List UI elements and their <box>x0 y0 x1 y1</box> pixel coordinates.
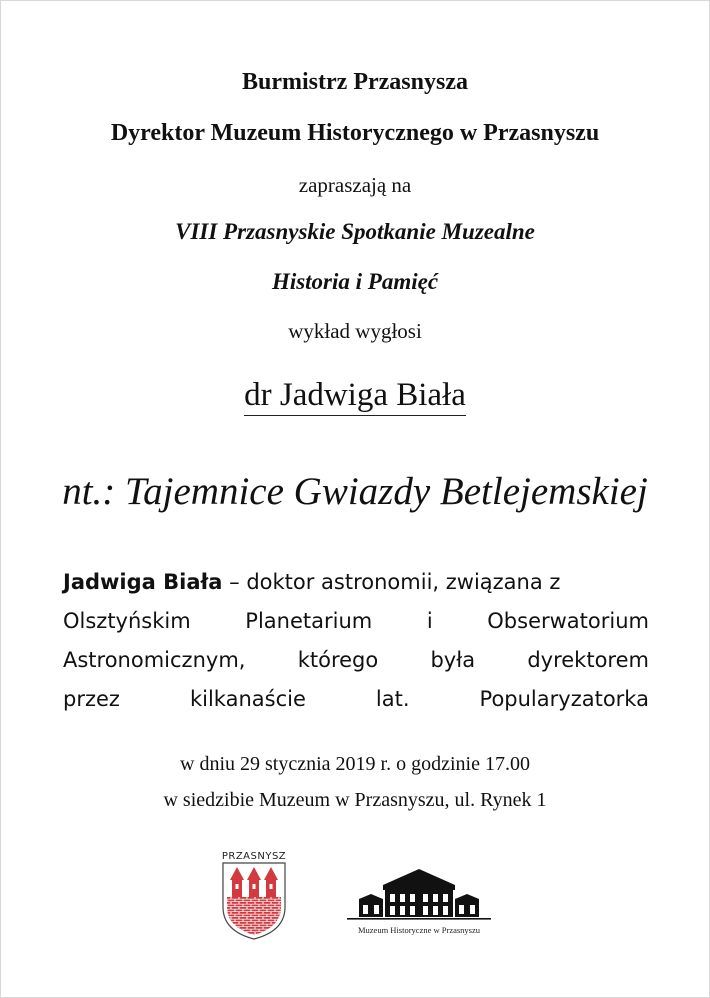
bio-word: była <box>430 648 476 672</box>
bio-word: Obserwatorium <box>487 609 649 633</box>
bio-word: przez <box>63 687 120 711</box>
event-place: w siedzibie Muzeum w Przasnyszu, ul. Rynek 1 <box>163 789 547 811</box>
bio-word: kilkanaście <box>189 687 306 711</box>
host-museum-director: Dyrektor Muzeum Historycznego w Przasnyszu <box>110 120 600 146</box>
bio-text: – doktor astronomii, związana z <box>229 570 561 594</box>
speaker-name <box>1 377 709 416</box>
museum-logo-label: Muzeum Historyczne w Przasnyszu <box>357 925 481 935</box>
museum-building-icon <box>345 865 493 925</box>
event-series-title: VIII Przasnyskie Spotkanie Muzealne <box>175 219 535 244</box>
bio-word: i <box>426 609 433 633</box>
bio-word: Popularyzatorka <box>479 687 649 711</box>
bio-word: Astronomicznym, <box>63 648 246 672</box>
invite-phrase: zapraszają na <box>298 173 412 197</box>
event-date: w dniu 29 stycznia 2019 r. o godzinie 17.00 <box>180 753 530 775</box>
host-mayor: Burmistrz Przasnysza <box>242 69 468 95</box>
city-crest-icon <box>219 849 289 941</box>
bio-row-4 <box>63 680 649 719</box>
bio-word: dyrektorem <box>527 648 649 672</box>
bio-word: którego <box>297 648 379 672</box>
bio-row-2 <box>63 602 649 641</box>
bio-row-1 <box>63 563 649 602</box>
lecture-intro: wykład wygłosi <box>288 319 422 343</box>
bio-name: Jadwiga Biała <box>63 570 223 594</box>
crest-label: PRZASNYSZ <box>221 851 287 862</box>
bio-word: Olsztyńskim <box>63 609 191 633</box>
speaker-name-text: dr Jadwiga Biała <box>244 378 466 416</box>
bio-word: lat. <box>375 687 410 711</box>
event-subtitle: Historia i Pamięć <box>271 269 439 294</box>
bio-word: Planetarium <box>245 609 373 633</box>
bio-row-3 <box>63 641 649 680</box>
lecture-topic: nt.: Tajemnice Gwiazdy Betlejemskiej <box>62 470 648 513</box>
speaker-bio <box>63 563 649 719</box>
